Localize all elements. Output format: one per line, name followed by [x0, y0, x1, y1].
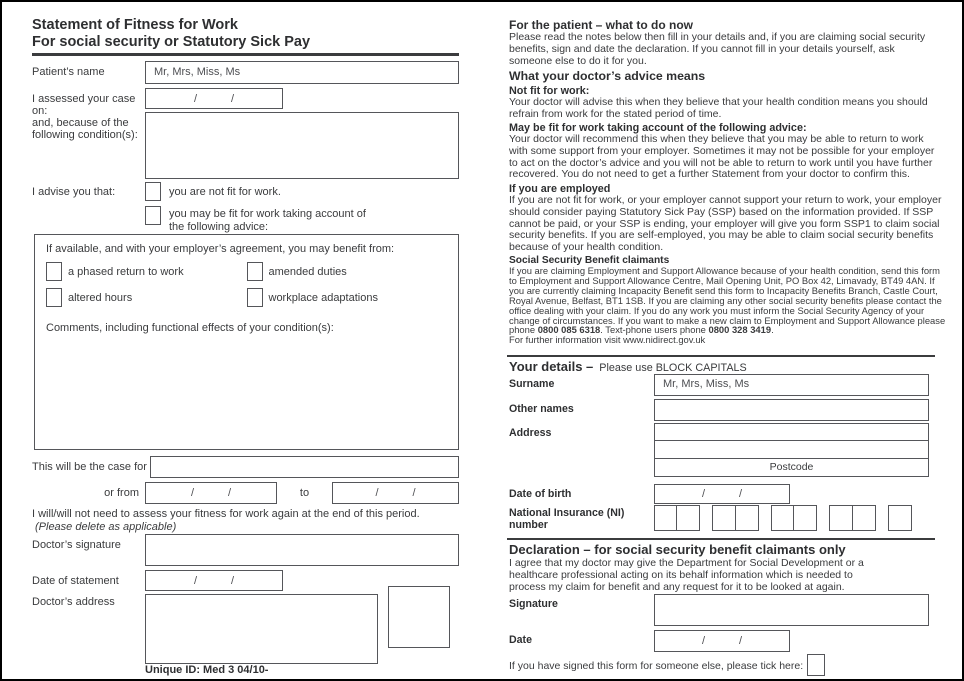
surname-hint: Mr, Mrs, Miss, Ms: [663, 378, 750, 390]
ni-char-box[interactable]: [654, 505, 678, 531]
declaration-date-row: [509, 630, 929, 652]
ni-char-box[interactable]: [829, 505, 853, 531]
benefit-row-1: [46, 262, 447, 281]
further-info-link: For further information visit www.nidirect.gov.uk: [509, 334, 706, 346]
dob-input[interactable]: [654, 484, 790, 504]
surname-input[interactable]: [654, 374, 929, 396]
altered-hours-label: altered hours: [68, 292, 133, 304]
to-label: to: [299, 487, 310, 499]
patient-name-input[interactable]: [145, 61, 459, 84]
altered-hours-checkbox[interactable]: [46, 288, 62, 307]
proxy-tick-row: [509, 654, 939, 676]
ni-char-box[interactable]: [771, 505, 795, 531]
date-slash: /: [739, 635, 743, 647]
title-rule: [32, 53, 459, 56]
date-slash: /: [375, 487, 379, 499]
benefit-item-phased-return: [46, 262, 247, 281]
signature-label: Signature: [509, 598, 558, 610]
details-section-rule: [507, 355, 935, 357]
ni-number-label: National Insurance (NI) number: [509, 507, 625, 531]
advise-label: I advise you that:: [32, 186, 116, 198]
proxy-tick-label: If you have signed this form for someone else, please tick here:: [509, 660, 804, 672]
ni-box-pair: [829, 505, 875, 531]
ssb-phone-number-1: 0800 085 6318: [537, 324, 601, 336]
amended-duties-checkbox[interactable]: [247, 262, 263, 281]
doctor-address-row: [32, 594, 459, 664]
postcode-label: Postcode: [769, 461, 814, 474]
proxy-tick-checkbox[interactable]: [807, 654, 825, 676]
employer-agreement-box: [34, 234, 459, 450]
advice-heading: What your doctor’s advice means: [509, 69, 706, 83]
details-heading: Your details –: [509, 359, 594, 374]
declaration-date-input[interactable]: [654, 630, 790, 652]
reassess-delete-note: (Please delete as applicable): [35, 520, 177, 533]
comments-label: Comments, including functional effects of your condition(s):: [46, 322, 334, 334]
may-fit-text: Your doctor will recommend this when they believe that you may be able to return to work with some support from your employer. Sometimes it may not be possible for your employer to act on the doctor’s advice and you will not be able to return to work until you have further recovered. You do not need to get a further Statement from your doctor to confirm this.: [509, 133, 935, 181]
statement-date-input[interactable]: [145, 570, 283, 591]
form-title-line2: For social security or Statutory Sick Pay: [32, 34, 311, 50]
amended-duties-label: amended duties: [268, 266, 347, 278]
block-capitals-note: Please use BLOCK CAPITALS: [599, 362, 747, 374]
dob-label: Date of birth: [509, 488, 572, 500]
workplace-adaptations-label: workplace adaptations: [268, 292, 378, 304]
ssb-text-part2: . Text-phone users phone: [600, 324, 709, 336]
address-line2-input[interactable]: [654, 440, 929, 459]
condition-label: and, because of the following condition(s):: [32, 117, 138, 141]
ni-char-box[interactable]: [852, 505, 876, 531]
employed-heading: If you are employed: [509, 183, 611, 195]
other-names-row: [509, 399, 929, 421]
assessment-date-input[interactable]: [145, 88, 283, 109]
date-slash: /: [231, 92, 235, 105]
other-names-input[interactable]: [654, 399, 929, 421]
ni-box-pair: [771, 505, 817, 531]
doctor-address-input[interactable]: [145, 594, 378, 664]
may-fit-checkbox[interactable]: [145, 206, 161, 225]
doctor-signature-label: Doctor’s signature: [32, 539, 121, 551]
patient-intro: Please read the notes below then fill in your details and, if you are claiming social security benefits, sign and date the declaration. If you cannot fill in your details yourself, ask someone else to do it for you.: [509, 31, 926, 67]
declaration-section-rule: [507, 538, 935, 540]
phased-return-label: a phased return to work: [68, 266, 184, 278]
to-date-input[interactable]: [332, 482, 459, 504]
benefit-item-amended-duties: [247, 262, 448, 281]
ni-box-pair: [654, 505, 700, 531]
form-title-line1: Statement of Fitness for Work: [32, 17, 238, 33]
case-duration-row: [32, 456, 459, 478]
case-duration-label: This will be the case for: [32, 461, 147, 473]
comments-input[interactable]: [46, 334, 447, 444]
or-from-label: or from: [104, 487, 139, 499]
ssb-text-part3: .: [771, 324, 774, 336]
not-fit-option-label: you are not fit for work.: [169, 186, 281, 198]
doctor-signature-input[interactable]: [145, 534, 459, 566]
ssb-text-part1: If you are claiming Employment and Support Allowance because of your health condition, send this form to Employment and Support Allowance Centre, Mail Opening Unit, PO Box 42, Limavady, BT49 4AN. If you are currently claiming Incapacity Benefit send this form to Incapacity Benefits Branch, Castle Court, Royal Avenue, Belfast, BT1 1SB. If you are claiming any other social security benefits please contact the office dealing with your claim. If you do any work you must inform the Social Security Agency of your change of circumstances. If you want to make a new claim to Employment and Support Allowance please phone: [509, 265, 946, 336]
employed-text: If you are not fit for work, or your employer cannot support your return to work, your employer should consider paying Statutory Sick Pay (SSP) based on the information provided. If SSP cannot be paid, or your SSP is ending, your employer will give you form SSP1 to claim social security benefits. If you are self-employed, you may be able to claim social security benefits because of your health condition.: [509, 194, 942, 254]
benefit-row-2: [46, 288, 447, 307]
signature-input[interactable]: [654, 594, 929, 626]
condition-row: [32, 112, 459, 179]
statement-date-label: Date of statement: [32, 575, 119, 587]
other-names-label: Other names: [509, 403, 574, 415]
ni-number-boxes: [654, 505, 912, 531]
benefit-item-workplace-adaptations: [247, 288, 448, 307]
details-heading-row: [509, 359, 747, 374]
advise-row-1: [32, 182, 459, 201]
assessment-date-label: I assessed your case on:: [32, 93, 136, 117]
surname-label: Surname: [509, 378, 555, 390]
ni-char-box[interactable]: [735, 505, 759, 531]
condition-input[interactable]: [145, 112, 459, 179]
date-slash: /: [193, 574, 197, 587]
from-date-input[interactable]: [145, 482, 277, 504]
case-duration-input[interactable]: [150, 456, 459, 478]
benefit-item-altered-hours: [46, 288, 247, 307]
date-slash: /: [701, 488, 705, 500]
signature-row: [509, 594, 929, 626]
patient-name-row: [32, 61, 459, 84]
patient-name-hint: Mr, Mrs, Miss, Ms: [154, 66, 241, 78]
ssb-text: [509, 266, 949, 345]
date-slash: /: [701, 635, 705, 647]
workplace-adaptations-checkbox[interactable]: [247, 288, 263, 307]
may-fit-heading: May be fit for work taking account of the following advice:: [509, 122, 807, 134]
unique-id: Unique ID: Med 3 04/10-: [145, 664, 269, 676]
phased-return-checkbox[interactable]: [46, 262, 62, 281]
address-label: Address: [509, 427, 552, 439]
reassess-note: I will/will not need to assess your fitness for work again at the end of this period.: [32, 508, 420, 520]
may-fit-option-label: you may be fit for work taking account of the following advice:: [169, 208, 366, 233]
ni-box-pair: [712, 505, 758, 531]
advise-row-2: [145, 206, 459, 234]
patient-name-label: Patient’s name: [32, 66, 105, 78]
date-slash: /: [193, 92, 197, 105]
declaration-heading: Declaration – for social security benefit claimants only: [509, 542, 846, 557]
address-row: [509, 423, 929, 477]
surname-row: [509, 374, 929, 396]
declaration-date-label: Date: [509, 634, 532, 646]
doctor-address-label: Doctor’s address: [32, 596, 115, 608]
not-fit-text: Your doctor will advise this when they believe that your health condition means you should refrain from work for the stated period of time.: [509, 96, 928, 120]
dob-row: [509, 484, 929, 504]
postcode-input[interactable]: [654, 458, 929, 477]
ni-number-row: [509, 505, 929, 531]
stamp-box[interactable]: [388, 586, 450, 648]
date-slash: /: [228, 487, 232, 499]
patient-heading: For the patient – what to do now: [509, 18, 693, 32]
declaration-text: I agree that my doctor may give the Department for Social Development or a healthcare professional acting on its behalf information which is needed to process my claim for benefit and any request for it to be looked at again.: [509, 557, 864, 593]
ni-char-box[interactable]: [888, 505, 912, 531]
doctor-signature-row: [32, 534, 459, 566]
form-title: [32, 17, 459, 51]
ssb-phone-number-2: 0800 328 3419: [708, 324, 772, 336]
date-range-row: [32, 482, 459, 504]
not-fit-checkbox[interactable]: [145, 182, 161, 201]
date-slash: /: [412, 487, 416, 499]
not-fit-heading: Not fit for work:: [509, 85, 590, 97]
ni-char-box[interactable]: [793, 505, 817, 531]
date-slash: /: [739, 488, 743, 500]
address-line1-input[interactable]: [654, 423, 929, 442]
ni-char-box[interactable]: [712, 505, 736, 531]
ssb-heading: Social Security Benefit claimants: [509, 255, 670, 266]
date-slash: /: [231, 574, 235, 587]
ni-char-box[interactable]: [676, 505, 700, 531]
reassess-note-block: [32, 508, 459, 533]
date-slash: /: [190, 487, 194, 499]
benefit-intro: If available, and with your employer’s agreement, you may benefit from:: [46, 243, 395, 255]
